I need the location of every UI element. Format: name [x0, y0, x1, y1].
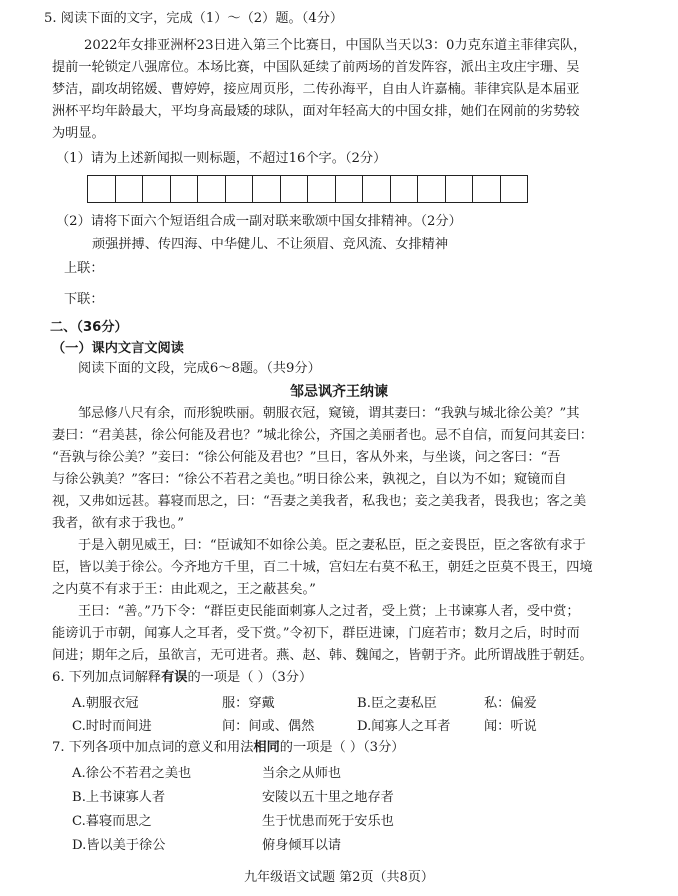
- q6-option-d[interactable]: [357, 715, 450, 734]
- q7-stem: [52, 738, 404, 758]
- q5-header: 5. 阅读下面的文字，完成（1）～（2）题。（4分）: [44, 11, 344, 26]
- q5-phrases: 顽强拼搏、传四海、中华健儿、不让须眉、竞风流、女排精神: [92, 237, 449, 252]
- classical-text-line: 与徐公孰美？”客曰：“徐公不若君之美也。”明日徐公来，孰视之，自以为不如；窥镜而自: [52, 472, 567, 487]
- q7-option-a-compare: 当余之从师也: [262, 766, 342, 781]
- section2-instruction: 阅读下面的文段，完成6～8题。（共9分）: [78, 361, 321, 376]
- q6-stem-post: 的一项是（ ）（3分）: [187, 670, 313, 685]
- q7-option-c[interactable]: C.暮寝而思之: [72, 814, 152, 829]
- q6-option-b-gloss: 私：偏爱: [484, 696, 537, 711]
- q5-passage-line-2: 提前一轮锁定八强席位。本场比赛，中国队延续了前两场的首发阵容，派出主攻庄宇珊、吴: [52, 60, 580, 75]
- page-footer: 九年级语文试题 第2页（共8页）: [244, 870, 434, 885]
- answer-cell[interactable]: [417, 175, 446, 203]
- answer-cell[interactable]: [87, 175, 116, 203]
- q7-option-b-compare: 安陵以五十里之地存者: [262, 790, 394, 805]
- q6-option-b-label: B.臣之妻私臣: [357, 696, 437, 711]
- q5-sub2: （2）请将下面六个短语组合成一副对联来歌颂中国女排精神。（2分）: [56, 214, 462, 229]
- answer-cell[interactable]: [142, 175, 171, 203]
- classical-text-line: 我者，欲有求于我也。”: [52, 516, 185, 531]
- answer-cell[interactable]: [197, 175, 226, 203]
- answer-cell[interactable]: [445, 175, 474, 203]
- answer-cell[interactable]: [280, 175, 309, 203]
- lower-couplet-label: 下联：: [64, 292, 104, 307]
- classical-text-line: 邹忌修八尺有余，而形貌昳丽。朝服衣冠，窥镜，谓其妻曰：“我孰与城北徐公美？”其: [78, 406, 580, 421]
- q7-stem-pre: 7. 下列各项中加点词的意义和用法: [52, 740, 254, 755]
- q6-option-a-gloss: 服：穿戴: [222, 696, 275, 711]
- q6-stem: [52, 668, 312, 688]
- classical-text-line: 能谤讥于市朝，闻寡人之耳者，受下赏。”令初下，群臣进谏，门庭若市；数月之后，时时而: [52, 626, 580, 641]
- answer-cell[interactable]: [170, 175, 199, 203]
- q6-option-c-label: C.时时而间进: [72, 719, 152, 734]
- q6-option-a[interactable]: [72, 692, 138, 711]
- q5-passage-line-1: 2022年女排亚洲杯23日进入第三个比赛日，中国队当天以3：0力克东道主菲律宾队，: [84, 38, 587, 53]
- classical-text-line: 王曰：“善。”乃下令：“群臣吏民能面刺寡人之过者，受上赏；上书谏寡人者，受中赏；: [78, 604, 580, 619]
- answer-cell[interactable]: [252, 175, 281, 203]
- q6-option-d-gloss: 闻：听说: [484, 719, 537, 734]
- q6-option-c[interactable]: [72, 715, 152, 734]
- answer-cell[interactable]: [115, 175, 144, 203]
- answer-cell[interactable]: [472, 175, 501, 203]
- q5-passage-line-3: 梦洁，副攻胡铭媛、曹婷婷，接应周页彤，二传孙海平，自由人许嘉楠。菲律宾队是本届亚: [52, 82, 580, 97]
- q7-option-a[interactable]: A.徐公不若君之美也: [72, 766, 192, 781]
- q5-passage-line-4: 洲杯平均年龄最大，平均身高最矮的球队，面对年轻高大的中国女排，她们在网前的劣势较: [52, 104, 580, 119]
- title-answer-grid[interactable]: [88, 175, 528, 203]
- q6-option-a-label: A.朝服衣冠: [72, 696, 139, 711]
- answer-cell[interactable]: [500, 175, 529, 203]
- q7-option-c-compare: 生于忧患而死于安乐也: [262, 814, 394, 829]
- upper-couplet-label: 上联：: [64, 261, 104, 276]
- q6-option-b[interactable]: [357, 692, 437, 711]
- answer-cell[interactable]: [335, 175, 364, 203]
- classical-text-line: “吾孰与徐公美？”妾曰：“徐公何能及君也？”旦日，客从外来，与坐谈，问之客曰：“吾: [52, 450, 561, 465]
- section2-subheader: （一）课内文言文阅读: [52, 341, 184, 356]
- q6-option-d-label: D.闻寡人之耳者: [357, 719, 451, 734]
- q6-stem-pre: 6. 下列加点词解释: [52, 670, 162, 685]
- q7-option-b[interactable]: B.上书谏寡人者: [72, 790, 166, 805]
- q6-option-c-gloss: 间：间或、偶然: [222, 719, 315, 734]
- classical-text-line: 臣，皆以美于徐公。今齐地方千里，百二十城，宫妇左右莫不私王，朝廷之臣莫不畏王，四境: [52, 560, 593, 575]
- classical-text-line: 于是入朝见威王，曰：“臣诚知不如徐公美。臣之妻私臣，臣之妾畏臣，臣之客欲有求于: [78, 538, 586, 553]
- q7-option-d-compare: 俯身倾耳以请: [262, 838, 342, 853]
- answer-cell[interactable]: [307, 175, 336, 203]
- answer-cell[interactable]: [225, 175, 254, 203]
- classical-text-line: 之内莫不有求于王：由此观之，王之蔽甚矣。”: [52, 582, 316, 597]
- q6-stem-emphasis: 有误: [161, 670, 188, 685]
- q5-passage-line-5: 为明显。: [52, 126, 105, 141]
- section2-header: 二、（36分）: [50, 320, 128, 335]
- classical-text-line: 视，又弗如远甚。暮寝而思之，曰：“吾妻之美我者，私我也；妾之美我者，畏我也；客之美: [52, 494, 587, 509]
- answer-cell[interactable]: [362, 175, 391, 203]
- passage-title: 邹忌讽齐王纳谏: [290, 384, 388, 400]
- classical-text-line: 妻曰：“君美甚，徐公何能及君也？”城北徐公，齐国之美丽者也。忌不自信，而复问其妾曰：: [52, 428, 593, 443]
- q5-sub1: （1）请为上述新闻拟一则标题，不超过16个字。（2分）: [56, 151, 387, 166]
- answer-cell[interactable]: [390, 175, 419, 203]
- q7-stem-post: 的一项是（ ）（3分）: [279, 740, 405, 755]
- q7-option-d[interactable]: D.皆以美于徐公: [72, 838, 166, 853]
- q7-stem-emphasis: 相同: [253, 740, 280, 755]
- classical-text-line: 间进；期年之后，虽欲言，无可进者。燕、赵、韩、魏闻之，皆朝于齐。此所谓战胜于朝廷。: [52, 648, 593, 663]
